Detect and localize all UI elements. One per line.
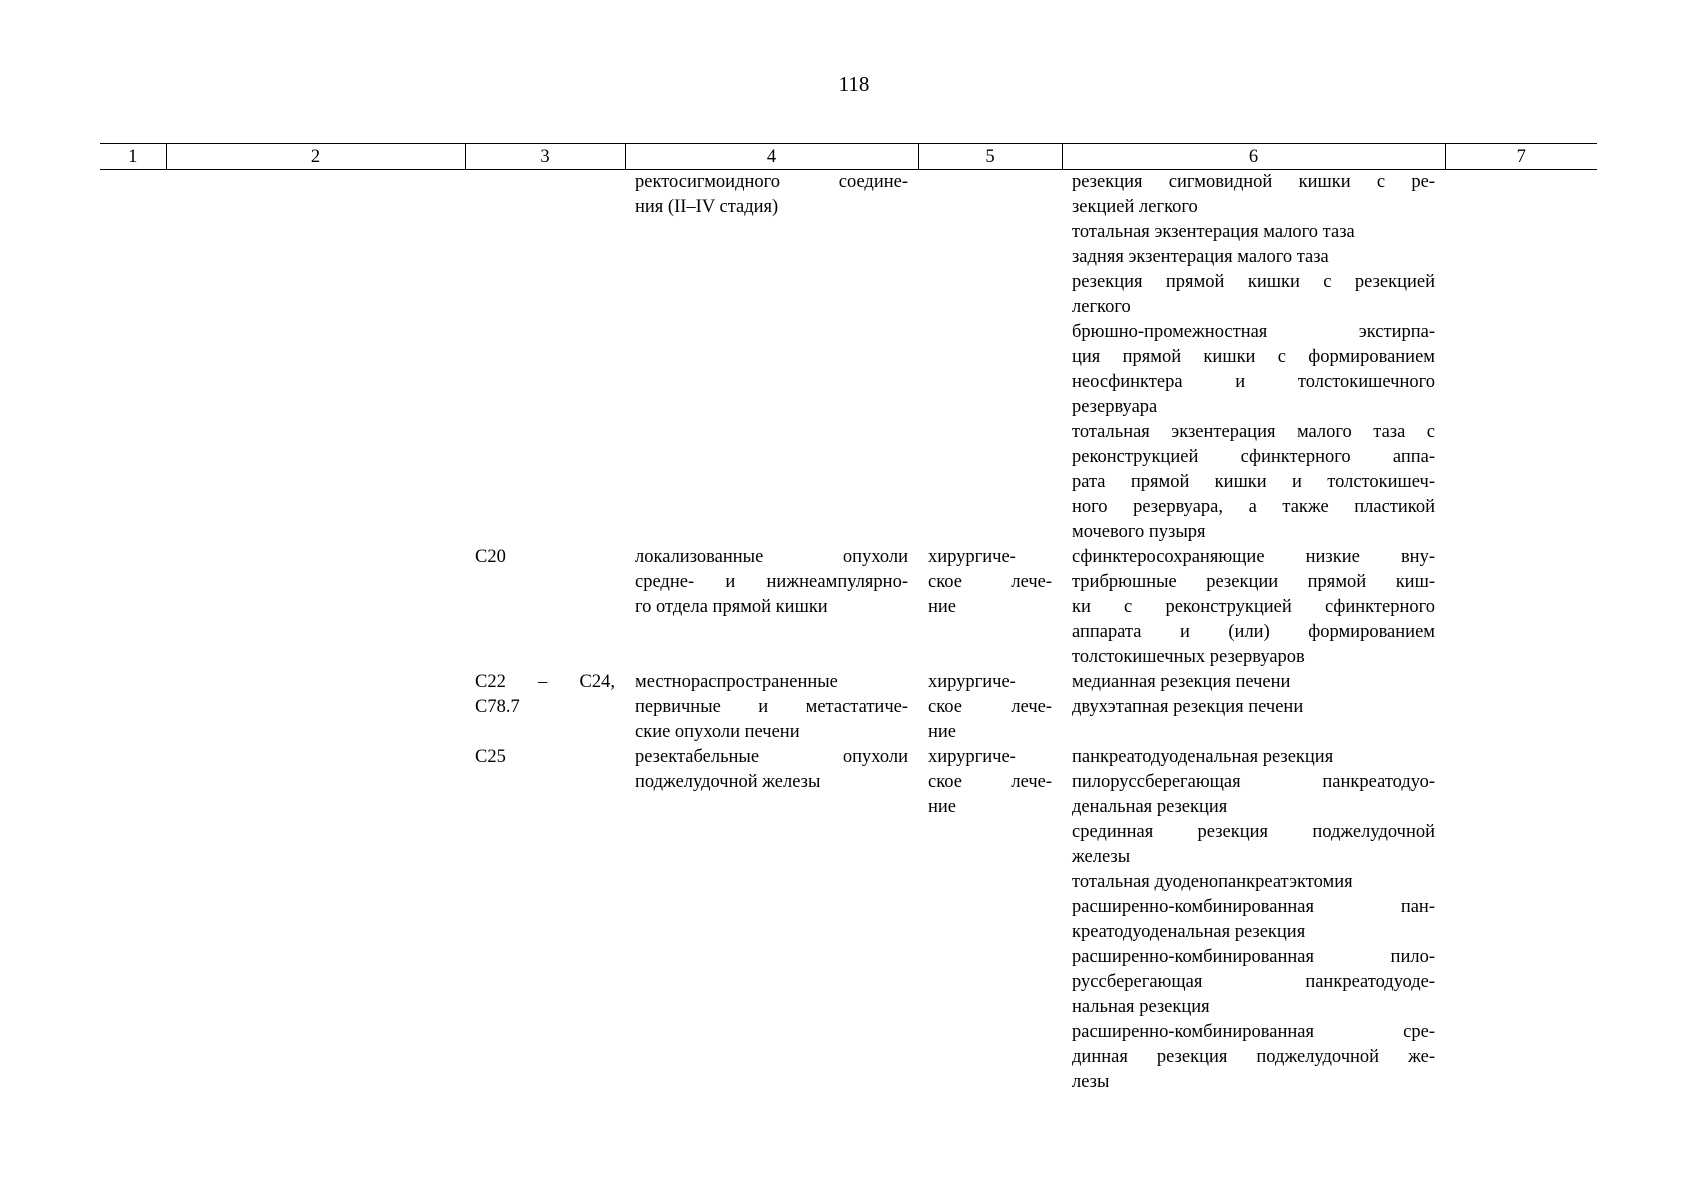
treatment-method-item xyxy=(1072,870,1435,895)
model-description-line: поджелудочной железы xyxy=(635,772,821,792)
cell-col-1 xyxy=(100,170,166,546)
table-row xyxy=(100,745,1597,1095)
cell-treatment-type xyxy=(918,670,1062,745)
treatment-method-item xyxy=(1072,895,1435,945)
treatment-type-line: ское лече- xyxy=(928,697,1052,717)
cell-col-2 xyxy=(166,745,465,1095)
treatment-type-line: хирургиче- xyxy=(928,547,1016,567)
treatment-method-line: реконструкцией сфинктерного аппа- xyxy=(1072,447,1435,467)
column-number-row xyxy=(100,144,1597,170)
cell-diagnosis-code xyxy=(465,170,625,546)
cell-model-description xyxy=(625,170,918,546)
treatment-method-line: сфинктеросохраняющие низкие вну- xyxy=(1072,547,1435,567)
cell-treatment-type xyxy=(918,545,1062,670)
cell-col-7 xyxy=(1445,670,1597,745)
cell-col-7 xyxy=(1445,170,1597,546)
column-header-5: 5 xyxy=(918,144,1062,170)
treatment-method-line: срединная резекция поджелудочной xyxy=(1072,822,1435,842)
column-header-6: 6 xyxy=(1062,144,1445,170)
treatment-method-item xyxy=(1072,670,1435,695)
cell-treatment-methods xyxy=(1062,745,1445,1095)
cell-treatment-type xyxy=(918,170,1062,546)
diagnosis-code-line: C22 – C24, xyxy=(475,672,615,692)
model-description-line: средне- и нижнеампулярно- xyxy=(635,572,908,592)
column-header-3: 3 xyxy=(465,144,625,170)
model-description-line: резектабельные опухоли xyxy=(635,747,908,767)
column-header-1: 1 xyxy=(100,144,166,170)
treatment-method-line: расширенно-комбинированная сре- xyxy=(1072,1022,1435,1042)
treatment-method-item xyxy=(1072,170,1435,220)
cell-col-7 xyxy=(1445,545,1597,670)
treatment-method-item xyxy=(1072,945,1435,1020)
treatment-type-line: хирургиче- xyxy=(928,747,1016,767)
treatment-method-line: толстокишечных резервуаров xyxy=(1072,647,1305,667)
model-description-line: ские опухоли печени xyxy=(635,722,800,742)
treatment-method-item xyxy=(1072,420,1435,545)
diagnosis-code-line: C25 xyxy=(475,747,506,767)
model-description-line: ния (II–IV стадия) xyxy=(635,197,779,217)
treatment-method-line: резекция прямой кишки с резекцией xyxy=(1072,272,1435,292)
treatment-method-line: железы xyxy=(1072,847,1131,867)
treatment-method-line: аппарата и (или) формированием xyxy=(1072,622,1435,642)
cell-treatment-methods xyxy=(1062,545,1445,670)
treatment-method-line: тотальная экзентерация малого таза с xyxy=(1072,422,1435,442)
treatment-method-line: тотальная экзентерация малого таза xyxy=(1072,222,1355,242)
model-description-line: первичные и метастатиче- xyxy=(635,697,908,717)
treatment-method-line: зекцией легкого xyxy=(1072,197,1198,217)
treatment-method-line: панкреатодуоденальная резекция xyxy=(1072,747,1334,767)
treatment-method-line: пилоруссберегающая панкреатодуо- xyxy=(1072,772,1435,792)
treatment-method-line: резервуара xyxy=(1072,397,1158,417)
treatment-method-line: тотальная дуоденопанкреатэктомия xyxy=(1072,872,1353,892)
treatment-method-line: неосфинктера и толстокишечного xyxy=(1072,372,1435,392)
cell-col-2 xyxy=(166,545,465,670)
cell-treatment-methods xyxy=(1062,170,1445,546)
treatment-method-line: ция прямой кишки с формированием xyxy=(1072,347,1435,367)
column-header-4: 4 xyxy=(625,144,918,170)
page-number: 118 xyxy=(838,72,870,96)
treatment-method-line: трибрюшные резекции прямой киш- xyxy=(1072,572,1435,592)
treatment-method-line: ки с реконструкцией сфинктерного xyxy=(1072,597,1435,617)
treatment-method-item xyxy=(1072,270,1435,320)
treatment-type-line: ние xyxy=(928,722,957,742)
treatment-method-item xyxy=(1072,695,1435,720)
treatment-method-item xyxy=(1072,220,1435,245)
cell-col-1 xyxy=(100,670,166,745)
cell-treatment-methods xyxy=(1062,670,1445,745)
treatment-method-item xyxy=(1072,1020,1435,1095)
table-row xyxy=(100,670,1597,745)
column-header-2: 2 xyxy=(166,144,465,170)
treatment-type-line: ние xyxy=(928,797,957,817)
treatment-method-line: рата прямой кишки и толстокишеч- xyxy=(1072,472,1435,492)
cell-col-1 xyxy=(100,745,166,1095)
table-row xyxy=(100,170,1597,546)
cell-model-description xyxy=(625,545,918,670)
cell-treatment-type xyxy=(918,745,1062,1095)
treatment-method-line: ного резервуара, а также пластикой xyxy=(1072,497,1435,517)
cell-diagnosis-code xyxy=(465,670,625,745)
treatment-method-line: денальная резекция xyxy=(1072,797,1228,817)
model-description-line: местнораспространенные xyxy=(635,672,838,692)
treatment-method-line: креатодуоденальная резекция xyxy=(1072,922,1306,942)
treatment-method-item xyxy=(1072,770,1435,820)
treatment-method-line: мочевого пузыря xyxy=(1072,522,1206,542)
cell-col-1 xyxy=(100,545,166,670)
treatment-type-line: ское лече- xyxy=(928,772,1052,792)
cell-diagnosis-code xyxy=(465,545,625,670)
treatment-method-line: двухэтапная резекция печени xyxy=(1072,697,1304,717)
treatment-method-line: нальная резекция xyxy=(1072,997,1210,1017)
treatment-method-line: руссберегающая панкреатодуоде- xyxy=(1072,972,1435,992)
treatment-method-line: расширенно-комбинированная пан- xyxy=(1072,897,1435,917)
cell-col-7 xyxy=(1445,745,1597,1095)
treatment-method-item xyxy=(1072,545,1435,670)
cell-col-2 xyxy=(166,670,465,745)
treatment-method-line: брюшно-промежностная экстирпа- xyxy=(1072,322,1435,342)
cell-col-2 xyxy=(166,170,465,546)
diagnosis-code-line: C78.7 xyxy=(475,697,520,717)
table-body xyxy=(100,170,1597,1096)
treatment-type-line: хирургиче- xyxy=(928,672,1016,692)
treatment-method-item xyxy=(1072,320,1435,420)
treatment-method-line: динная резекция поджелудочной же- xyxy=(1072,1047,1435,1067)
treatment-method-line: медианная резекция печени xyxy=(1072,672,1291,692)
cell-diagnosis-code xyxy=(465,745,625,1095)
treatment-method-line: легкого xyxy=(1072,297,1131,317)
treatment-method-item xyxy=(1072,745,1435,770)
treatment-type-line: ние xyxy=(928,597,957,617)
model-description-line: го отдела прямой кишки xyxy=(635,597,828,617)
column-header-7: 7 xyxy=(1445,144,1597,170)
treatment-type-line: ское лече- xyxy=(928,572,1052,592)
medical-procedures-table xyxy=(100,143,1597,1095)
treatment-method-item xyxy=(1072,245,1435,270)
treatment-method-line: расширенно-комбинированная пило- xyxy=(1072,947,1435,967)
treatment-method-line: лезы xyxy=(1072,1072,1110,1092)
model-description-line: локализованные опухоли xyxy=(635,547,908,567)
cell-model-description xyxy=(625,670,918,745)
diagnosis-code-line: C20 xyxy=(475,547,506,567)
model-description-line: ректосигмоидного соедине- xyxy=(635,172,908,192)
treatment-method-item xyxy=(1072,820,1435,870)
table-row xyxy=(100,545,1597,670)
treatment-method-line: задняя экзентерация малого таза xyxy=(1072,247,1329,267)
treatment-method-line: резекция сигмовидной кишки с ре- xyxy=(1072,172,1435,192)
cell-model-description xyxy=(625,745,918,1095)
